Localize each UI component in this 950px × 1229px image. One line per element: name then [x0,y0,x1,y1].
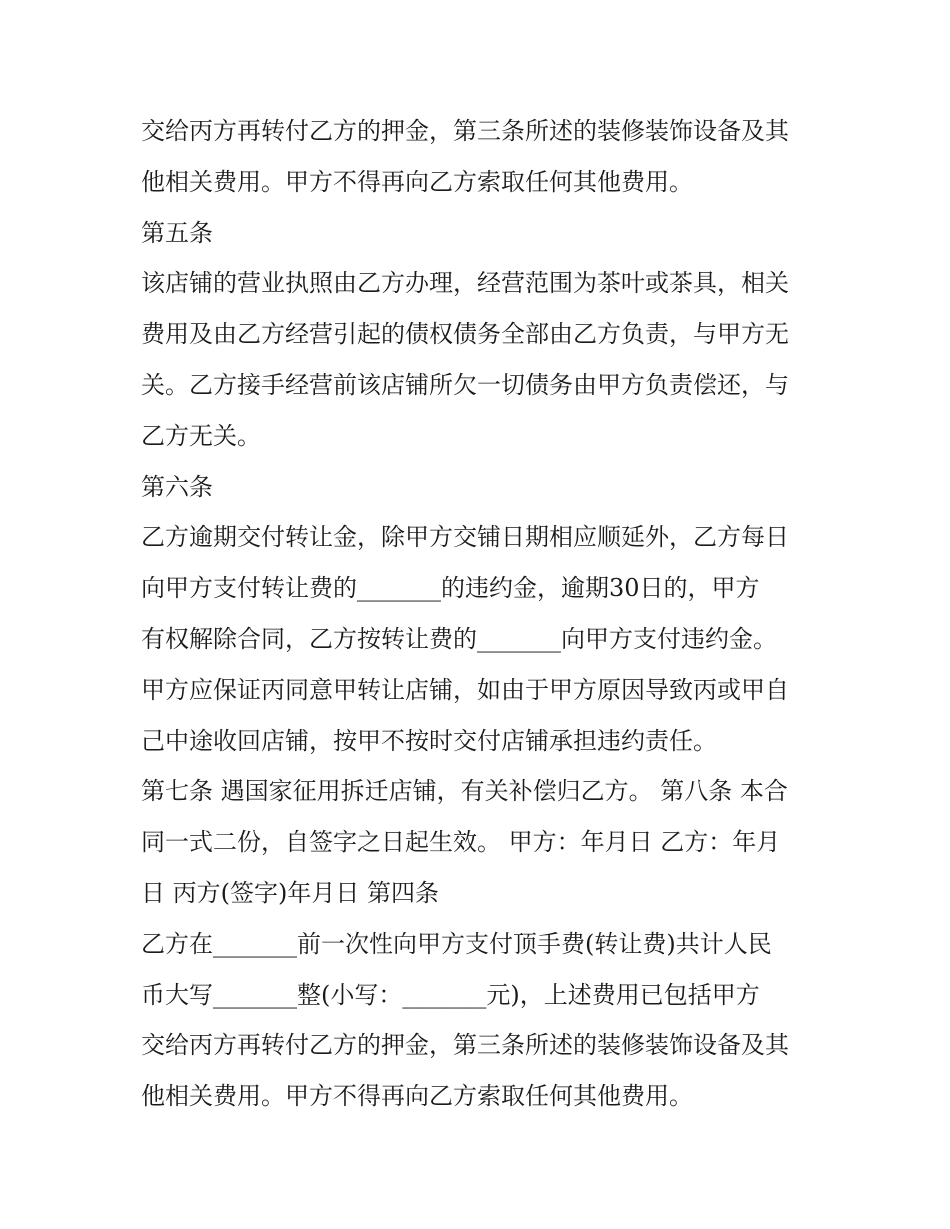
text-line: 该店铺的营业执照由乙方办理，经营范围为茶叶或茶具，相关 [141,269,789,298]
text-line: 有权解除合同，乙方按转让费的_______向甲方支付违约金。 [141,624,777,653]
text-line: 交给丙方再转付乙方的押金，第三条所述的装修装饰设备及其 [141,117,789,145]
text-line: 甲方应保证丙同意甲转让店铺，如由于甲方原因导致丙或甲自 [141,675,789,704]
text-line: 日 丙方(签字)年月日 第四条 [141,878,439,907]
text-line: 乙方在_______前一次性向甲方支付顶手费(转让费)共计人民 [141,929,772,958]
section-heading: 第六条 [141,472,213,501]
text-line: 交给丙方再转付乙方的押金，第三条所述的装修装饰设备及其 [141,1031,789,1060]
text-line: 乙方逾期交付转让金，除甲方交铺日期相应顺延外，乙方每日 [141,523,789,552]
text-line: 第七条 遇国家征用拆迁店铺，有关补偿归乙方。 第八条 本合 [141,777,788,806]
text-line: 关。乙方接手经营前该店铺所欠一切债务由甲方负责偿还，与 [141,370,789,399]
text-line: 向甲方支付转让费的_______的违约金，逾期30日的，甲方 [141,574,760,603]
text-line: 币大写_______整(小写：_______元)，上述费用已包括甲方 [141,980,760,1009]
text-line: 费用及由乙方经营引起的债权债务全部由乙方负责，与甲方无 [141,320,789,349]
section-heading: 第五条 [141,218,213,247]
text-line: 他相关费用。甲方不得再向乙方索取任何其他费用。 [141,167,693,196]
contract-text [141,106,821,1122]
text-line: 同一式二份，自签字之日起生效。 甲方：年月日 乙方：年月 [141,828,781,857]
text-line: 己中途收回店铺，按甲不按时交付店铺承担违约责任。 [141,726,717,755]
text-line: 他相关费用。甲方不得再向乙方索取任何其他费用。 [141,1082,693,1111]
text-line: 乙方无关。 [141,421,261,450]
